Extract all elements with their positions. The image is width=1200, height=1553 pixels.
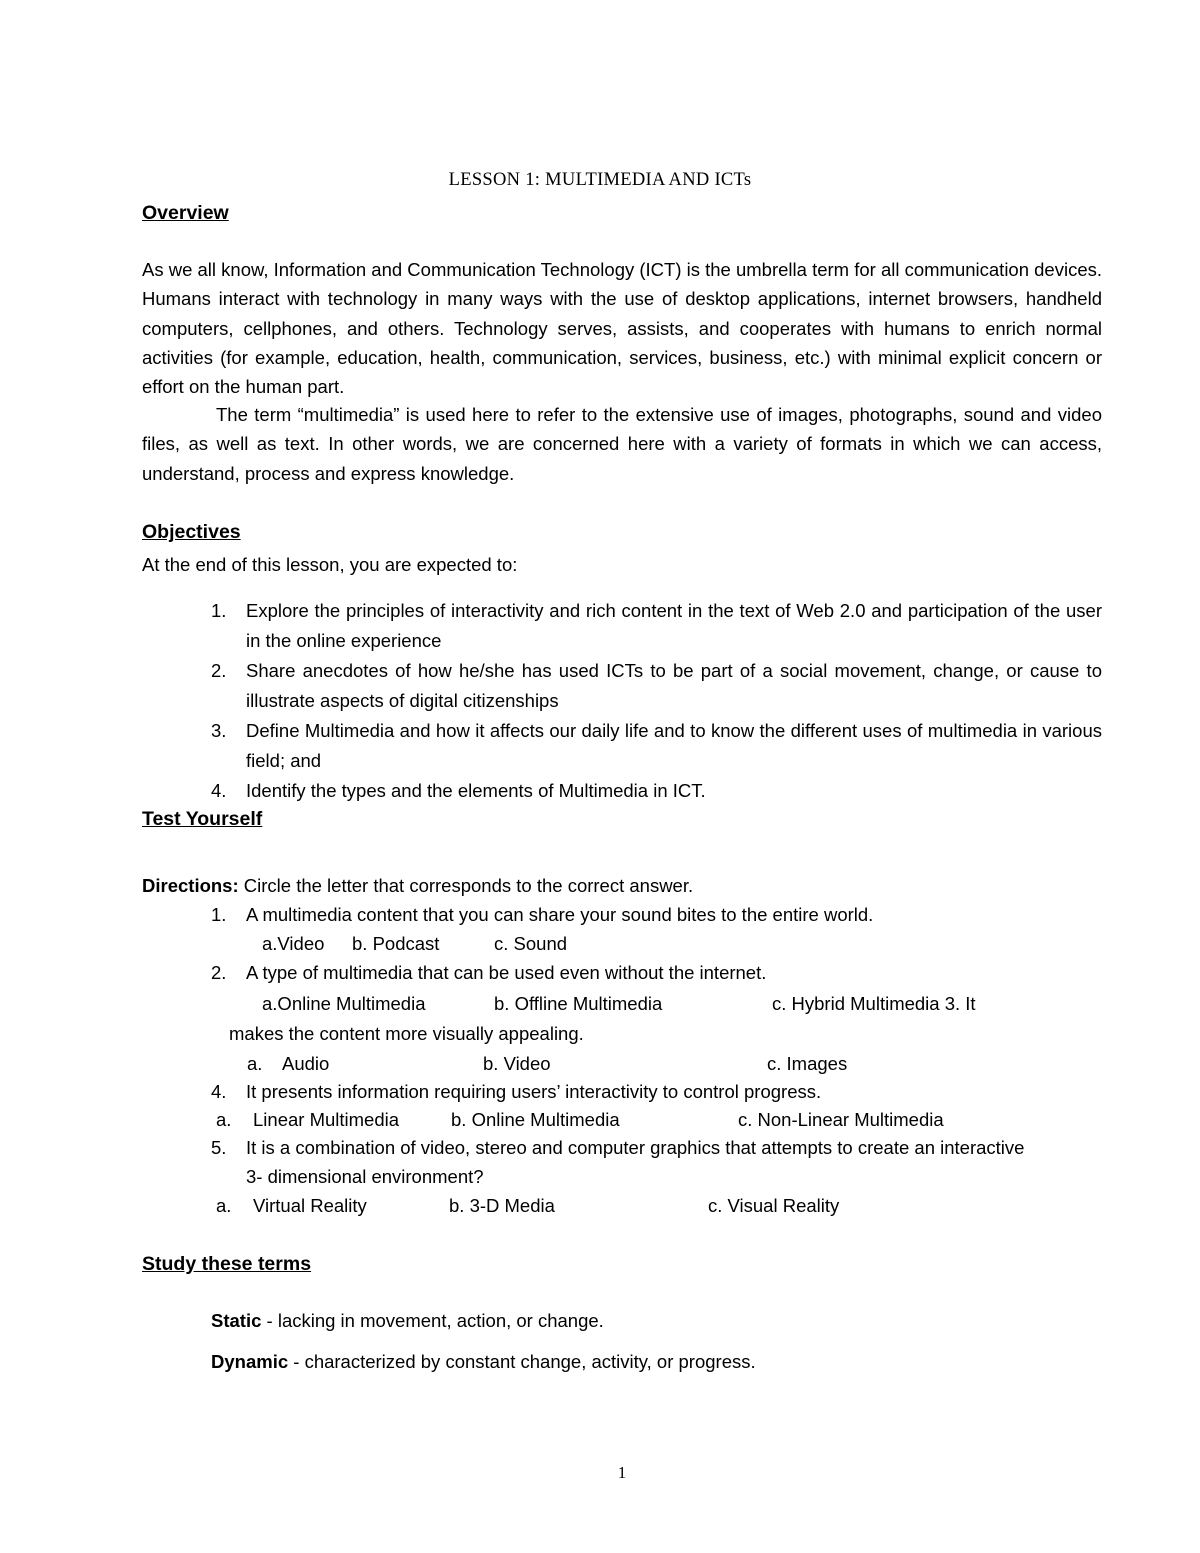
- choice-c: c. Non-Linear Multimedia: [738, 1109, 944, 1130]
- objective-number: 2.: [211, 660, 227, 681]
- choice-c: c. Hybrid Multimedia 3. It: [772, 993, 976, 1014]
- question-number: 1.: [211, 904, 227, 925]
- question-number: 4.: [211, 1081, 227, 1102]
- choice-b: b. Offline Multimedia: [494, 993, 663, 1014]
- overview-paragraph-1: As we all know, Information and Communication Technology (ICT) is the umbrella term for all communication devices. Humans interact with technology in many ways with the use of desktop applications, internet browsers, handheld computers, cellphones, and others. Technology serves, assists, and cooperates with humans to enrich normal activities (for example, education, health, communication, services, business, etc.) with minimal explicit concern or effort on the human part.: [142, 259, 1103, 398]
- question-text: A type of multimedia that can be used even without the internet.: [246, 962, 767, 983]
- objectives-intro: At the end of this lesson, you are expected to:: [142, 554, 518, 575]
- objective-item: Explore the principles of interactivity and rich content in the text of Web 2.0 and participation of the user in the online experience: [246, 600, 1102, 651]
- objective-item: Identify the types and the elements of Multimedia in ICT.: [246, 780, 706, 801]
- question-text: A multimedia content that you can share your sound bites to the entire world.: [246, 904, 874, 925]
- term-static-definition: - lacking in movement, action, or change.: [261, 1310, 604, 1331]
- page-number: 1: [617, 1463, 627, 1482]
- choice-a: Virtual Reality: [253, 1195, 367, 1216]
- choice-b: b. Online Multimedia: [451, 1109, 620, 1130]
- choice-a: Linear Multimedia: [253, 1109, 400, 1130]
- question-number: 5.: [211, 1137, 227, 1158]
- question-text: It presents information requiring users’ interactivity to control progress.: [246, 1081, 822, 1102]
- choice-a-letter: a.: [216, 1195, 232, 1216]
- test-yourself-heading: Test Yourself: [142, 808, 263, 830]
- choice-a-letter: a.: [216, 1109, 232, 1130]
- objective-item: Share anecdotes of how he/she has used ICTs to be part of a social movement, change, or cause to illustrate aspects of digital citizenships: [246, 660, 1102, 711]
- objective-number: 1.: [211, 600, 227, 621]
- choice-b: b. Video: [483, 1053, 551, 1074]
- choice-b: b. Podcast: [352, 933, 440, 954]
- objective-item: Define Multimedia and how it affects our daily life and to know the different uses of multimedia in various field; and: [246, 720, 1102, 771]
- choice-c: c. Images: [767, 1053, 848, 1074]
- choice-a: a.Video: [262, 933, 325, 954]
- choice-b: b. 3-D Media: [449, 1195, 555, 1216]
- choice-c: c. Sound: [494, 933, 568, 954]
- term-dynamic-label: Dynamic: [211, 1351, 289, 1372]
- question-text-continued: 3- dimensional environment?: [246, 1166, 484, 1187]
- question-text: makes the content more visually appealing.: [229, 1023, 584, 1044]
- choice-a: a.Online Multimedia: [262, 993, 426, 1014]
- term-dynamic-definition: - characterized by constant change, activity, or progress.: [288, 1351, 756, 1372]
- overview-heading: Overview: [142, 202, 229, 224]
- directions-label: Directions:: [142, 875, 239, 896]
- question-number: 2.: [211, 962, 227, 983]
- directions: [142, 871, 693, 900]
- term-static: [211, 1306, 604, 1335]
- objective-number: 3.: [211, 720, 227, 741]
- term-static-label: Static: [211, 1310, 262, 1331]
- lesson-title: LESSON 1: MULTIMEDIA AND ICTs: [448, 170, 752, 190]
- directions-text: Circle the letter that corresponds to the correct answer.: [238, 875, 694, 896]
- question-text: It is a combination of video, stereo and computer graphics that attempts to create an interactive: [246, 1137, 1025, 1158]
- objectives-heading: Objectives: [142, 521, 241, 543]
- term-dynamic: [211, 1347, 756, 1376]
- study-terms-heading: Study these terms: [142, 1253, 312, 1275]
- choice-a-letter: a.: [247, 1053, 263, 1074]
- choice-a: Audio: [282, 1053, 330, 1074]
- objective-number: 4.: [211, 780, 227, 801]
- choice-c: c. Visual Reality: [708, 1195, 840, 1216]
- overview-paragraph-2: The term “multimedia” is used here to refer to the extensive use of images, photographs, sound and video files, as well as text. In other words, we are concerned here with a variety of formats in which we can access, understand, process and express knowledge.: [142, 404, 1102, 484]
